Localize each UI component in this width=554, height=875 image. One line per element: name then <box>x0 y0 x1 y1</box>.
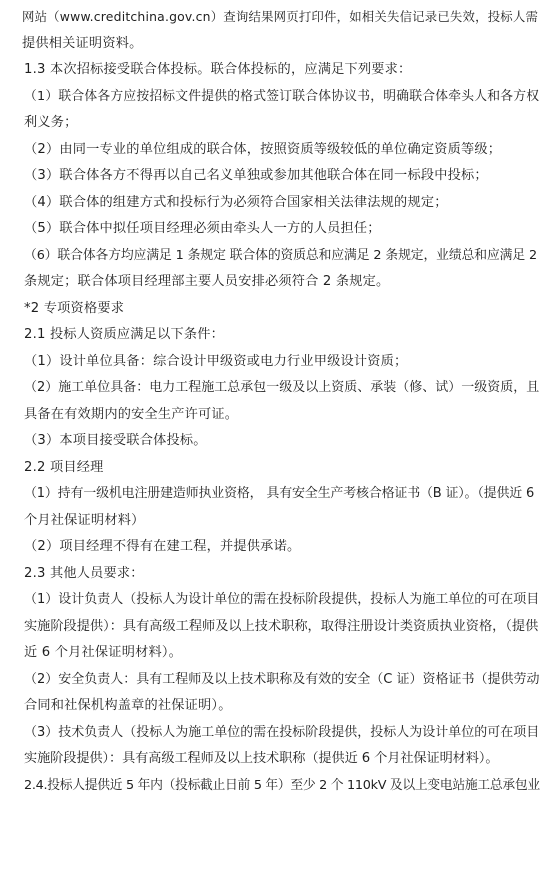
list-item: （3）本项目接受联合体投标。 <box>24 433 207 448</box>
list-item: （2）施工单位具备：电力工程施工总承包一级及以上资质、承装（修、试）一级资质，且 <box>24 380 540 395</box>
list-item: （2）安全负责人：具有工程师及以上技术职称及有效的安全（C 证）资格证书（提供劳动 <box>24 671 540 687</box>
text-line: 条规定；联合体项目经理部主要人员安排必须符合 2 条规定。 <box>24 274 390 289</box>
list-item: （1）设计单位具备：综合设计甲级资或电力行业甲级设计资质； <box>24 353 408 369</box>
section-heading: 2.2 项目经理 <box>24 459 104 475</box>
list-item: （1）持有一级机电注册建造师执业资格， 具有安全生产考核合格证书（B 证）。（提供近 6 <box>24 486 535 501</box>
list-item: （3）技术负责人（投标人为施工单位的需在投标阶段提供，投标人为设计单位的可在项目 <box>24 724 540 740</box>
text-line: 具备在有效期内的安全生产许可证。 <box>24 406 239 422</box>
text-line: 合同和社保机构盖章的社保证明）。 <box>24 698 232 713</box>
list-item: （2）由同一专业的单位组成的联合体，按照资质等级较低的单位确定资质等级； <box>24 141 502 157</box>
list-item: （3）联合体各方不得再以自己名义单独或参加其他联合体在同一标段中投标； <box>24 168 488 183</box>
text-line: 近 6 个月社保证明材料）。 <box>24 645 183 660</box>
section-heading: 2.1 投标人资质应满足以下条件： <box>24 327 225 342</box>
section-heading: *2 专项资格要求 <box>24 300 125 316</box>
text-line: 提供相关证明资料。 <box>22 35 143 51</box>
list-item: （4）联合体的组建方式和投标行为必须符合国家相关法律法规的规定； <box>24 194 448 210</box>
text-line: 个月社保证明材料） <box>24 512 145 528</box>
list-item: （2）项目经理不得有在建工程，并提供承诺。 <box>24 539 301 554</box>
list-item: （5）联合体中拟任项目经理必须由牵头人一方的人员担任； <box>24 221 381 236</box>
list-item: （6）联合体各方均应满足 1 条规定 联合体的资质总和应满足 2 条规定，业绩总和应满足 2 <box>24 247 538 263</box>
text-line: 网站（www.creditchina.gov.cn）查询结果网页打印件，如相关失信记录已失效，投标人需 <box>22 9 539 24</box>
list-item: （1）联合体各方应按招标文件提供的格式签订联合体协议书，明确联合体牵头人和各方权 <box>24 88 540 104</box>
text-line: 实施阶段提供）：具有高级工程师及以上技术职称，取得注册设计类资质执业资格，（提供 <box>24 618 539 634</box>
section-heading: 2.4.投标人提供近 5 年内（投标截止日前 5 年）至少 2 个 110kV 及以上变电站施工总承包业 <box>24 777 540 793</box>
section-heading: 2.3 其他人员要求： <box>24 565 144 581</box>
section-heading: 1.3 本次招标接受联合体投标。联合体投标的，应满足下列要求： <box>24 62 412 77</box>
list-item: （1）设计负责人（投标人为设计单位的需在投标阶段提供，投标人为施工单位的可在项目 <box>24 592 540 607</box>
text-line: 利义务； <box>24 115 78 130</box>
text-line: 实施阶段提供）：具有高级工程师及以上技术职称（提供近 6 个月社保证明材料）。 <box>24 751 499 766</box>
